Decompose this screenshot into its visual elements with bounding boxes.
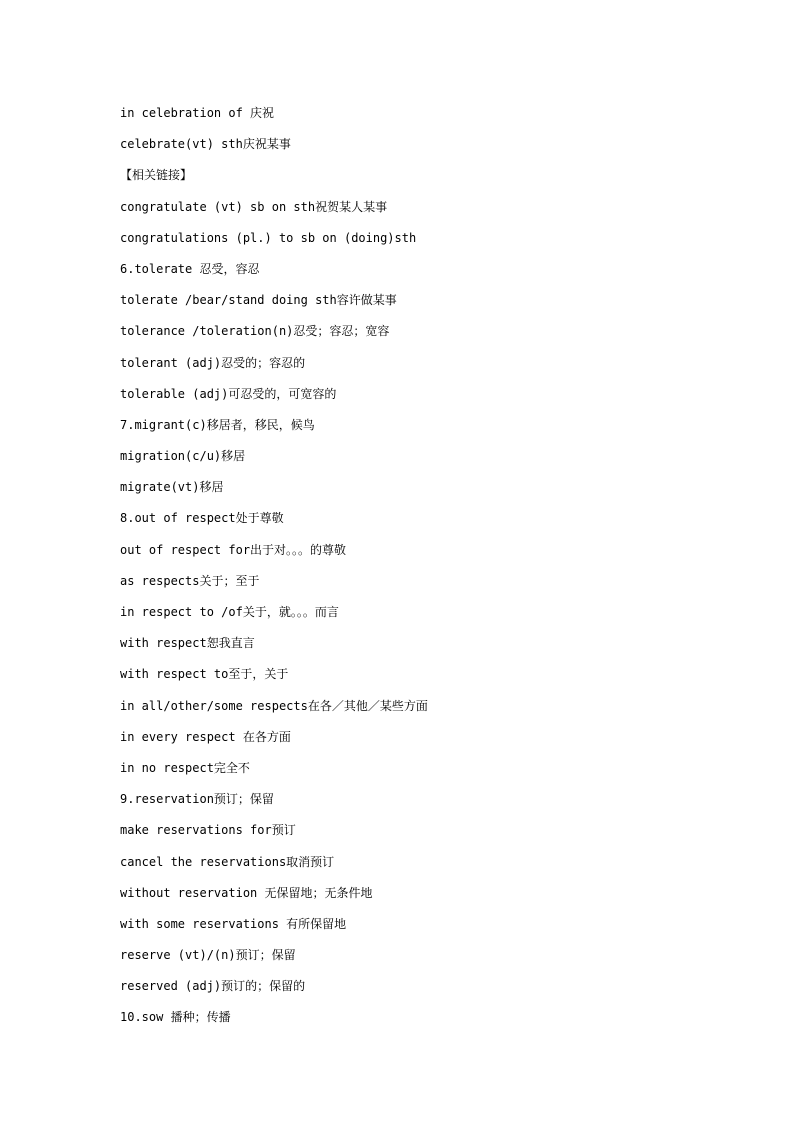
entry-heading: 9.reservation预订；保留	[120, 792, 274, 807]
text-line: celebrate(vt) sth庆祝某事	[120, 137, 291, 152]
text-line: in every respect 在各方面	[120, 729, 291, 744]
text-line: tolerant (adj)忍受的；容忍的	[120, 355, 306, 370]
entry-heading: 6.tolerate 忍受，容忍	[120, 261, 260, 276]
text-line: with some reservations 有所保留地	[120, 916, 347, 931]
text-line: reserve (vt)/(n)预订；保留	[120, 948, 296, 963]
text-line: out of respect for出于对。。。的尊敬	[120, 542, 347, 557]
text-line: make reservations for预订	[120, 823, 296, 838]
text-line: as respects关于；至于	[120, 573, 260, 588]
text-line: with respect恕我直言	[120, 636, 255, 651]
text-line: tolerance /toleration(n)忍受；容忍；宽容	[120, 324, 390, 339]
vocabulary-list	[120, 101, 428, 1037]
text-line: migrate(vt)移居	[120, 480, 224, 495]
text-line: without reservation 无保留地；无条件地	[120, 885, 373, 900]
text-line: in no respect完全不	[120, 760, 250, 775]
section-heading: 【相关链接】	[120, 168, 193, 183]
text-line: in celebration of 庆祝	[120, 106, 275, 120]
text-line: with respect to至于，关于	[120, 667, 289, 682]
entry-heading: 10.sow 播种；传播	[120, 1010, 231, 1025]
entry-heading: 7.migrant(c)移居者，移民，候鸟	[120, 417, 315, 432]
text-line: congratulations (pl.) to sb on (doing)sth	[120, 230, 417, 245]
text-line: congratulate (vt) sb on sth祝贺某人某事	[120, 199, 388, 214]
text-line: tolerable (adj)可忍受的，可宽容的	[120, 386, 337, 401]
text-line: in respect to /of关于，就。。。而言	[120, 605, 339, 619]
text-line: cancel the reservations取消预订	[120, 854, 335, 869]
text-line: reserved (adj)预订的；保留的	[120, 979, 306, 994]
entry-heading: 8.out of respect处于尊敬	[120, 511, 284, 526]
text-line: tolerate /bear/stand doing sth容许做某事	[120, 293, 397, 308]
text-line: in all/other/some respects在各／其他／某些方面	[120, 698, 428, 713]
text-line: migration(c/u)移居	[120, 449, 246, 464]
